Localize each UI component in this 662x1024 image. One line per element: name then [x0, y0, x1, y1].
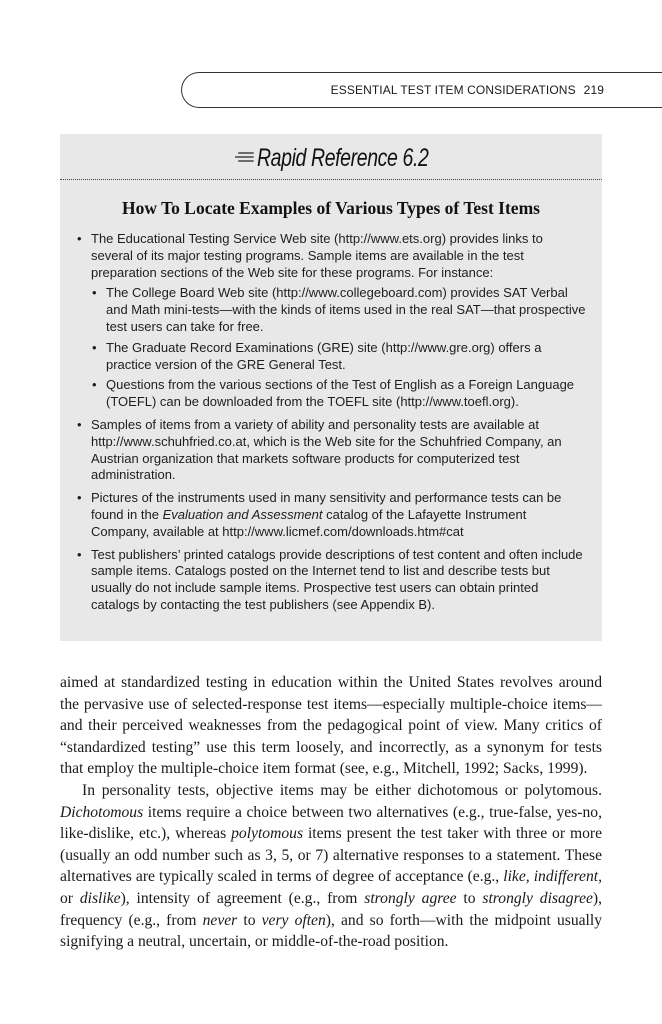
- bullet-icon: •: [92, 339, 97, 355]
- bullet-icon: •: [77, 490, 82, 506]
- running-head-title: ESSENTIAL TEST ITEM CONSIDERATIONS: [330, 83, 576, 97]
- sub-list-item: • The Graduate Record Examinations (GRE) site (http://www.gre.org) offers a practice version of the GRE General Test.: [92, 339, 542, 372]
- list-item: • Test publishers’ printed catalogs provide descriptions of test content and often include sample items. Catalogs posted on the Internet tend to list and describe tests but usually do not include sample items. Prospective test users can obtain printed catalogs by contacting the test publishers (see Appendix B).: [77, 546, 583, 612]
- box-subtitle: How To Locate Examples of Various Types of Test Items: [122, 198, 540, 218]
- box-title-text: Rapid Reference 6.2: [256, 144, 429, 172]
- rapid-reference-lines-icon: [234, 150, 254, 164]
- dotted-divider: [60, 179, 602, 180]
- list-item: • Samples of items from a variety of ability and personality tests are available at http://www.schuhfried.co.at, which is the Web site for the Schuhfried Company, an Austrian organization that markets software products for computerized test administration.: [77, 416, 562, 483]
- list-item: • Pictures of the instruments used in many sensitivity and performance tests can be found in the Evaluation and Assessment catalog of the Lafayette Instrument Company, available at http://www.licmef.com/downloads.htm#cat: [77, 490, 562, 539]
- bullet-icon: •: [77, 546, 82, 562]
- bullet-icon: •: [77, 231, 82, 246]
- list-item: • The Educational Testing Service Web site (http://www.ets.org) provides links to several of its major testing programs. Sample items are available in the test preparation sections of the Web site for these programs. For instance: • The College Board Web site (http://www.collegeboard.com) provides SAT Verbal and Math mini-tests—with the kinds of items used in the real SAT—that prospective test users can take for free. • The Graduate Record Examinations (GRE) site (http://www.gre.org) offers a practice version of the GRE General Test. • Questions from the various sections of the Test of English as a Foreign Language (TOEFL) can be downloaded from the TOEFL site (http://www.toefl.org).: [76, 231, 588, 411]
- sub-list-item: • The College Board Web site (http://www.collegeboard.com) provides SAT Verbal and Math mini-tests—with the kinds of items used in the real SAT—that prospective test users can take for free.: [92, 285, 586, 334]
- sub-list: [91, 285, 588, 411]
- page-number: 219: [583, 83, 604, 97]
- running-head: [331, 83, 604, 97]
- paragraph: aimed at standardized testing in education within the United States revolves around the pervasive use of selected-response test items—especially multiple-choice items—and their perceived weaknesses from the pedagogical point of view. Many critics of “standardized testing” use this term loosely, and incorrectly, as a synonym for tests that employ the multiple-choice item format (see, e.g., Mitchell, 1992; Sacks, 1999).: [60, 674, 602, 778]
- bullet-icon: •: [77, 416, 82, 432]
- catalog-title: Evaluation and Assessment: [162, 506, 323, 522]
- rapid-reference-box: [60, 134, 602, 641]
- paragraph: In personality tests, objective items may be either dichotomous or polytomous. Dichotomous items require a choice between two alternatives (e.g., true-false, yes-no, like-dislike, etc.), whereas polytomous items present the test taker with three or more (usually an odd number such as 3, 5, or 7) alternative responses to a statement. These alternatives are typically scaled in terms of degree of acceptance (e.g., like, indifferent, or dislike), intensity of agreement (e.g., from strongly agree to strongly disagree), frequency (e.g., from never to very often), and so forth—with the midpoint usually signifying a neutral, uncertain, or middle-of-the-road position.: [60, 781, 603, 951]
- body-text: [60, 672, 602, 953]
- box-title: [120, 144, 543, 173]
- bullet-icon: •: [92, 377, 97, 393]
- sub-list-item: • Questions from the various sections of the Test of English as a Foreign Language (TOEFL) can be downloaded from the TOEFL site (http://www.toefl.org).: [92, 377, 575, 410]
- reference-list: [76, 231, 588, 620]
- bullet-icon: •: [92, 285, 97, 301]
